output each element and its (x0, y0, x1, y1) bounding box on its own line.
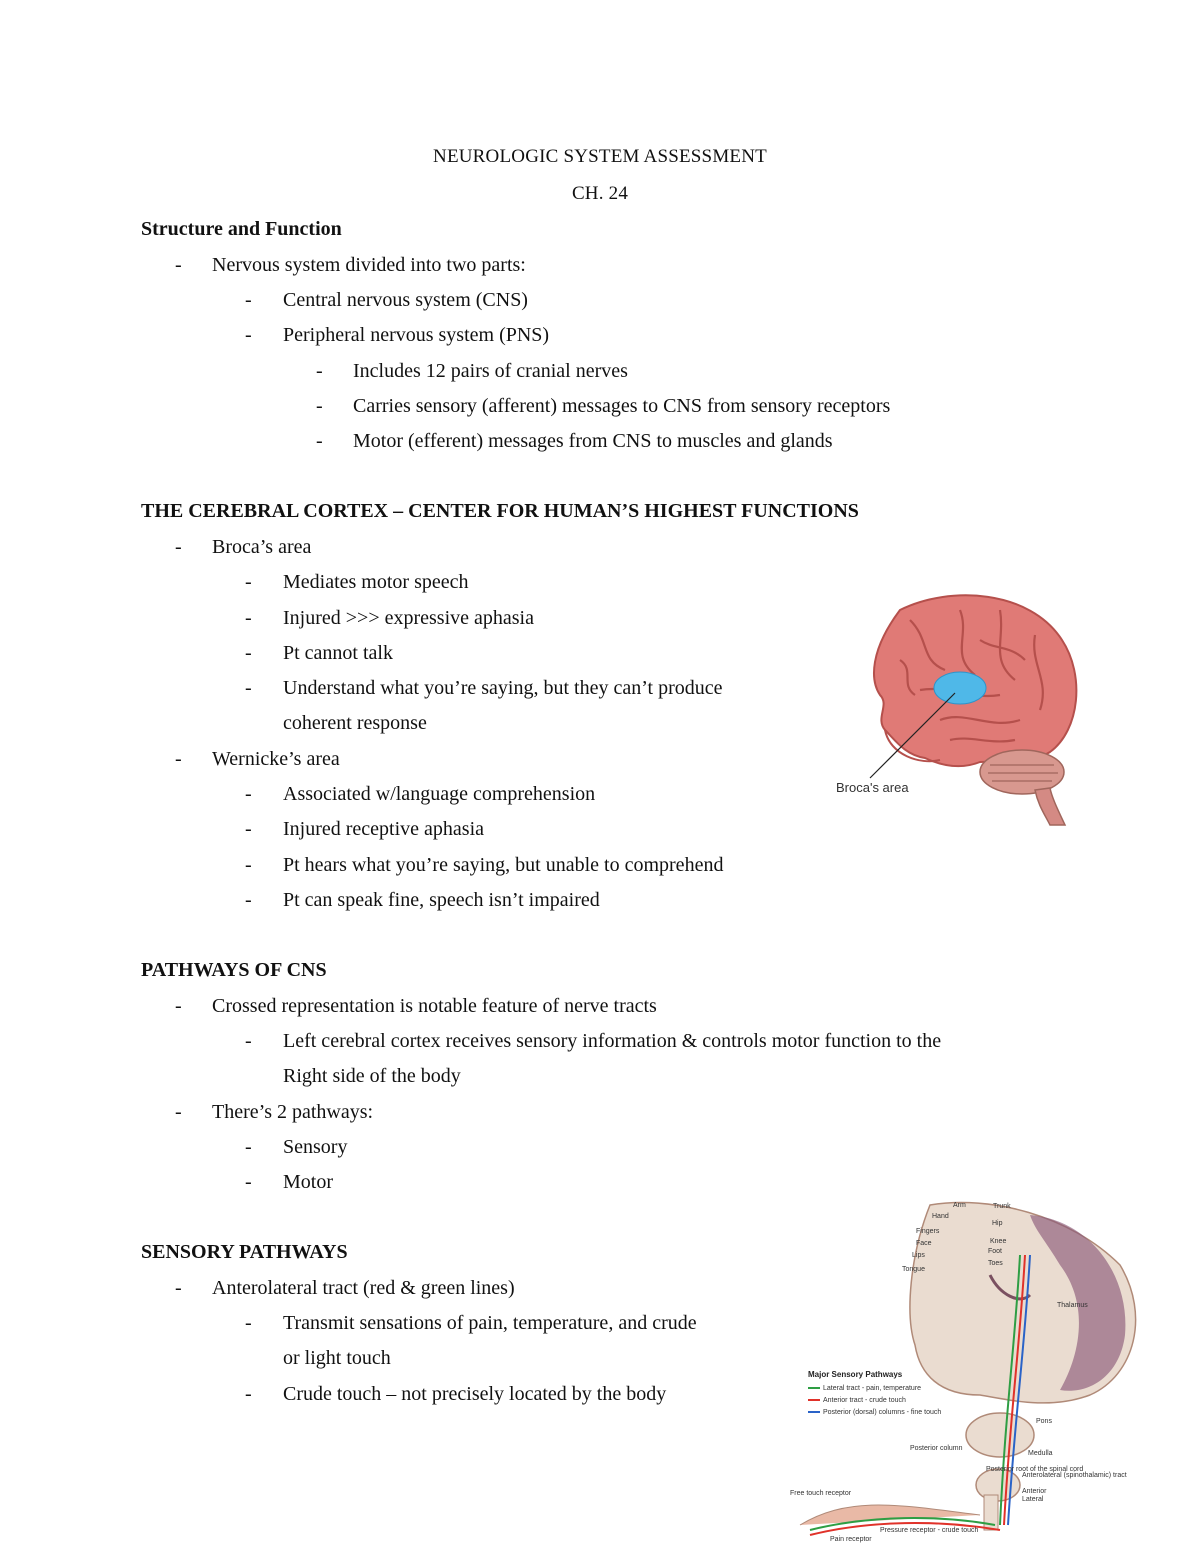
bullet-dash: - (245, 854, 252, 876)
bullet-text: Carries sensory (afferent) messages to CNS from sensory receptors (353, 395, 891, 417)
body-label: Fingers (916, 1228, 940, 1235)
brain-illustration (800, 580, 1090, 830)
bullet-text: Injured >>> expressive aphasia (283, 607, 534, 629)
bullet-dash: - (245, 889, 252, 911)
region-label: Pressure receptor - crude touch (880, 1527, 979, 1534)
broca-area-highlight (934, 672, 986, 704)
bullet-text: Injured receptive aphasia (283, 818, 485, 840)
bullet-dash: - (245, 677, 252, 699)
bullet-dash: - (175, 1101, 182, 1123)
body-label: Face (916, 1240, 932, 1247)
bullet-text: Motor (283, 1171, 333, 1193)
body-label: Knee (990, 1238, 1007, 1245)
region-label: Pain receptor (830, 1536, 872, 1543)
bullet-dash: - (175, 254, 182, 276)
section-heading-sensory: SENSORY PATHWAYS (141, 1241, 348, 1263)
bullet-dash: - (175, 536, 182, 558)
bullet-dash: - (245, 818, 252, 840)
region-label: Posterior column (910, 1445, 963, 1452)
body-label: Foot (988, 1248, 1003, 1255)
nerve-root (800, 1505, 980, 1525)
region-label: Lateral (1022, 1496, 1044, 1503)
bullet-text-continued: coherent response (283, 712, 427, 734)
bullet-text: Nervous system divided into two parts: (212, 254, 526, 276)
body-label: Lips (912, 1252, 925, 1259)
bullet-dash: - (245, 607, 252, 629)
chapter-label: CH. 24 (571, 183, 629, 204)
section-heading-cortex: THE CEREBRAL CORTEX – CENTER FOR HUMAN’S HIGHEST FUNCTIONS (141, 500, 859, 522)
bullet-dash: - (175, 1277, 182, 1299)
section-heading-pathways: PATHWAYS OF CNS (141, 959, 327, 981)
bullet-text-continued: or light touch (283, 1347, 391, 1369)
bullet-dash: - (245, 783, 252, 805)
bullet-dash: - (175, 748, 182, 770)
bullet-dash: - (316, 430, 323, 452)
body-label: Toes (988, 1260, 1003, 1267)
bullet-dash: - (245, 1312, 252, 1334)
bullet-text: Broca’s area (212, 536, 312, 558)
legend-entry: Anterior tract - crude touch (823, 1397, 906, 1404)
bullet-text: Pt can speak fine, speech isn’t impaired (283, 889, 600, 911)
body-label: Hip (992, 1220, 1003, 1227)
bullet-text: Transmit sensations of pain, temperature, and crude (283, 1312, 697, 1334)
legend-entry: Posterior (dorsal) columns - fine touch (823, 1409, 942, 1416)
bullet-dash: - (316, 360, 323, 382)
bullet-dash: - (245, 1136, 252, 1158)
bullet-text: Wernicke’s area (212, 748, 340, 770)
bullet-text: Anterolateral tract (red & green lines) (212, 1277, 515, 1299)
bullet-text: Motor (efferent) messages from CNS to muscles and glands (353, 430, 833, 452)
bullet-text-continued: Right side of the body (283, 1065, 461, 1087)
bullet-dash: - (245, 1383, 252, 1405)
bullet-text: Crossed representation is notable feature of nerve tracts (212, 995, 657, 1017)
legend-title: Major Sensory Pathways (808, 1370, 903, 1379)
body-label: Arm (953, 1202, 966, 1209)
region-label: Free touch receptor (790, 1490, 852, 1497)
bullet-text: Sensory (283, 1136, 348, 1158)
region-label: Thalamus (1057, 1302, 1088, 1309)
bullet-dash: - (245, 642, 252, 664)
sensory-pathways-illustration (790, 1195, 1150, 1545)
bullet-text: Includes 12 pairs of cranial nerves (353, 360, 628, 382)
bullet-dash: - (245, 289, 252, 311)
bullet-text: Crude touch – not precisely located by the body (283, 1383, 667, 1405)
body-label: Trunk (993, 1203, 1011, 1210)
body-label: Hand (932, 1213, 949, 1220)
bullet-text: Pt hears what you’re saying, but unable to comprehend (283, 854, 724, 876)
document-title: NEUROLOGIC SYSTEM ASSESSMENT (433, 146, 767, 167)
bullet-text: Pt cannot talk (283, 642, 393, 664)
region-label: Posterior root of the spinal cord (986, 1466, 1084, 1473)
bullet-dash: - (316, 395, 323, 417)
pons (966, 1413, 1034, 1457)
bullet-dash: - (245, 324, 252, 346)
bullet-dash: - (245, 1171, 252, 1193)
bullet-dash: - (245, 571, 252, 593)
bullet-text: Understand what you’re saying, but they can’t produce (283, 677, 723, 699)
region-label: Medulla (1028, 1450, 1053, 1457)
bullet-text: There’s 2 pathways: (212, 1101, 374, 1123)
section-heading-structure: Structure and Function (141, 218, 342, 240)
bullet-text: Peripheral nervous system (PNS) (283, 324, 550, 346)
legend-entry: Lateral tract - pain, temperature (823, 1385, 922, 1392)
bullet-text: Mediates motor speech (283, 571, 469, 593)
region-label: Anterior (1022, 1488, 1047, 1495)
bullet-text: Central nervous system (CNS) (283, 289, 528, 311)
bullet-dash: - (245, 1030, 252, 1052)
body-label: Tongue (902, 1266, 925, 1273)
bullet-text: Associated w/language comprehension (283, 783, 596, 805)
region-label: Anterolateral (spinothalamic) tract (1022, 1472, 1127, 1479)
bullet-text: Left cerebral cortex receives sensory information & controls motor function to the (283, 1030, 942, 1052)
broca-area-label: Broca's area (836, 780, 909, 795)
region-label: Pons (1036, 1418, 1052, 1425)
bullet-dash: - (175, 995, 182, 1017)
